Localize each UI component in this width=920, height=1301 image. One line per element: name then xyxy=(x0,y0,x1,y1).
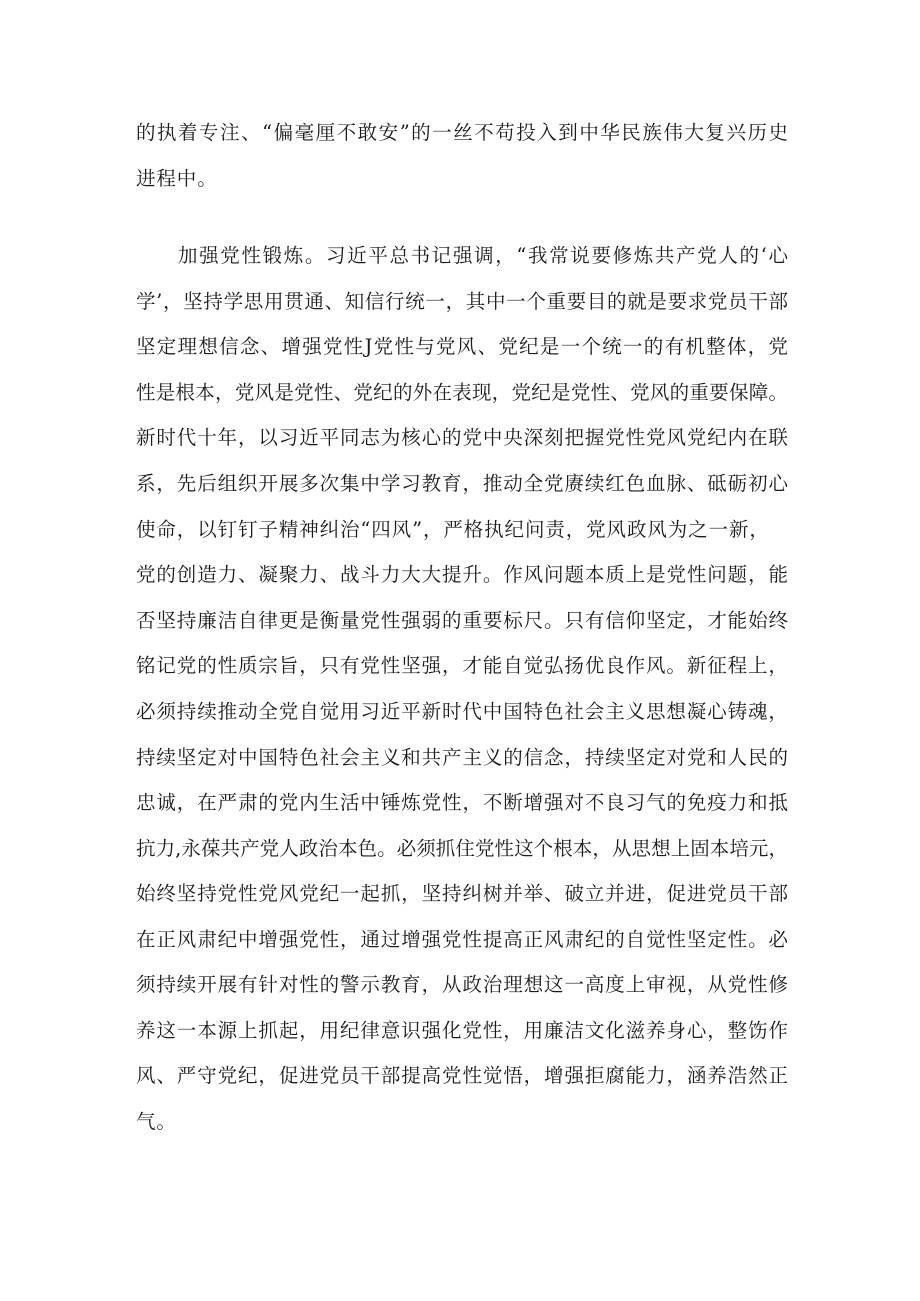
text-line: 风、严守党纪，促进党员干部提高党性觉悟，增强拒腐能力，涵养浩然正 xyxy=(136,1064,788,1087)
text-line: 的执着专注、“偏毫厘不敢安”的一丝不苟投入到中华民族伟大复兴历史 xyxy=(136,121,788,144)
text-line: 党的创造力、凝聚力、战斗力大大提升。作风问题本质上是党性问题，能 xyxy=(136,563,788,586)
text-line: 持续坚定对中国特色社会主义和共产主义的信念，持续坚定对党和人民的 xyxy=(136,746,788,769)
text-line: 坚定理想信念、增强党性J党性与党风、党纪是一个统一的有机整体，党 xyxy=(136,335,788,358)
text-line: 性是根本，党风是党性、党纪的外在表现，党纪是党性、党风的重要保障。 xyxy=(136,381,788,404)
text-line: 学’，坚持学思用贯通、知信行统一，其中一个重要目的就是要求党员干部 xyxy=(136,290,788,313)
text-line: 进程中。 xyxy=(136,167,218,190)
text-line: 必须持续推动全党自觉用习近平新时代中国特色社会主义思想凝心铸魂， xyxy=(136,700,789,723)
text-line: 否坚持廉洁自律更是衡量党性强弱的重要标尺。只有信仰坚定，才能始终 xyxy=(136,609,788,632)
text-line: 须持续开展有针对性的警示教育，从政治理想这一高度上审视，从党性修 xyxy=(136,973,788,996)
text-line: 始终坚持党性党风党纪一起抓，坚持纠树并举、破立并进，促进党员干部 xyxy=(136,882,788,905)
text-line: 使命，以钉钉子精神纠治“四风”，严格执纪问责，党风政风为之一新， xyxy=(136,518,770,541)
text-line: 养这一本源上抓起，用纪律意识强化党性，用廉洁文化滋养身心，整饬作 xyxy=(136,1019,788,1042)
text-line: 忠诚，在严肃的党内生活中锤炼党性，不断增强对不良习气的免疫力和抵 xyxy=(136,791,788,814)
text-line: 抗力,永葆共产党人政治本色。必须抓住党性这个根本，从思想上固本培元， xyxy=(136,837,788,860)
text-line: 气。 xyxy=(136,1110,177,1133)
text-line: 在正风肃纪中增强党性，通过增强党性提高正风肃纪的自觉性坚定性。必 xyxy=(136,928,788,951)
text-line: 系，先后组织开展多次集中学习教育，推动全党赓续红色血脉、砥砺初心 xyxy=(136,472,788,495)
text-line: 新时代十年，以习近平同志为核心的党中央深刻把握党性党风党纪内在联 xyxy=(136,426,788,449)
text-line: 铭记党的性质宗旨，只有党性坚强，才能自觉弘扬优良作风。新征程上， xyxy=(136,654,789,677)
text-line: 加强党性锻炼。习近平总书记强调，“我常说要修炼共产党人的‘心 xyxy=(178,244,788,267)
